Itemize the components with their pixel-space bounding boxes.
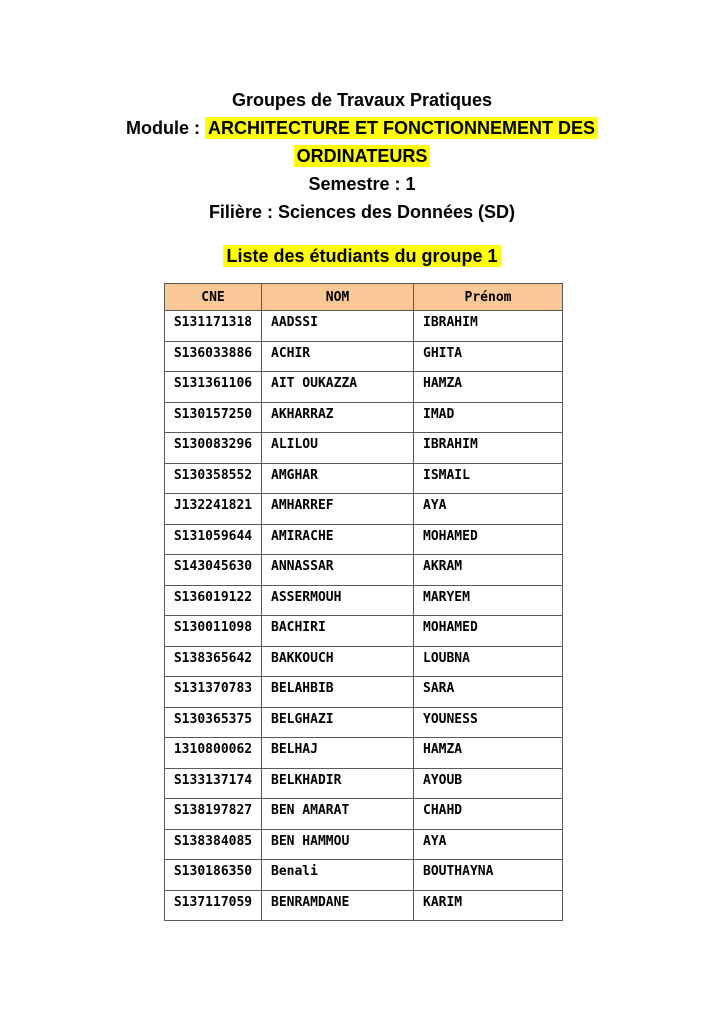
cell-prenom: IMAD — [414, 402, 563, 433]
page-title — [0, 86, 724, 114]
cell-nom: BENRAMDANE — [262, 890, 414, 921]
column-header-prenom: Prénom — [414, 284, 563, 311]
cell-nom: BEN HAMMOU — [262, 829, 414, 860]
semester-line: Semestre : 1 — [308, 174, 416, 194]
cell-nom: AMGHAR — [262, 463, 414, 494]
cell-prenom: IBRAHIM — [414, 311, 563, 342]
cell-prenom: HAMZA — [414, 372, 563, 403]
module-highlight-1: ARCHITECTURE ET FONCTIONNEMENT DES — [205, 117, 598, 139]
table-row — [165, 768, 563, 799]
document-header — [0, 86, 724, 226]
table-row — [165, 341, 563, 372]
cell-prenom: HAMZA — [414, 738, 563, 769]
cell-cne: S131361106 — [165, 372, 262, 403]
table-row — [165, 616, 563, 647]
cell-nom: AKHARRAZ — [262, 402, 414, 433]
cell-prenom: YOUNESS — [414, 707, 563, 738]
table-header-row — [165, 284, 563, 311]
column-header-nom: NOM — [262, 284, 414, 311]
table-row — [165, 494, 563, 525]
cell-nom: BELKHADIR — [262, 768, 414, 799]
column-header-cne: CNE — [165, 284, 262, 311]
table-row — [165, 555, 563, 586]
cell-prenom: ISMAIL — [414, 463, 563, 494]
cell-cne: S130186350 — [165, 860, 262, 891]
cell-cne: 1310800062 — [165, 738, 262, 769]
cell-cne: S133137174 — [165, 768, 262, 799]
cell-prenom: SARA — [414, 677, 563, 708]
cell-nom: ANNASSAR — [262, 555, 414, 586]
cell-cne: S136033886 — [165, 341, 262, 372]
cell-nom: Benali — [262, 860, 414, 891]
module-line-2 — [0, 142, 724, 170]
cell-cne: S137117059 — [165, 890, 262, 921]
cell-nom: AIT OUKAZZA — [262, 372, 414, 403]
cell-cne: S138365642 — [165, 646, 262, 677]
table-row — [165, 646, 563, 677]
cell-nom: AMHARREF — [262, 494, 414, 525]
cell-prenom: AYOUB — [414, 768, 563, 799]
students-table-container — [164, 283, 562, 921]
cell-nom: BELAHBIB — [262, 677, 414, 708]
cell-prenom: BOUTHAYNA — [414, 860, 563, 891]
cell-cne: S130358552 — [165, 463, 262, 494]
cell-prenom: MARYEM — [414, 585, 563, 616]
module-line-1 — [0, 114, 724, 142]
cell-prenom: AYA — [414, 829, 563, 860]
cell-cne: S131171318 — [165, 311, 262, 342]
students-table — [164, 283, 563, 921]
cell-cne: S130365375 — [165, 707, 262, 738]
cell-cne: J132241821 — [165, 494, 262, 525]
cell-prenom: MOHAMED — [414, 524, 563, 555]
cell-cne: S138384085 — [165, 829, 262, 860]
table-row — [165, 372, 563, 403]
module-highlight-2: ORDINATEURS — [294, 145, 431, 167]
cell-prenom: LOUBNA — [414, 646, 563, 677]
cell-cne: S136019122 — [165, 585, 262, 616]
cell-cne: S143045630 — [165, 555, 262, 586]
page-title-text: Groupes de Travaux Pratiques — [231, 90, 493, 110]
cell-cne: S130083296 — [165, 433, 262, 464]
table-row — [165, 677, 563, 708]
cell-nom: BELHAJ — [262, 738, 414, 769]
table-row — [165, 707, 563, 738]
cell-cne: S130011098 — [165, 616, 262, 647]
table-row — [165, 433, 563, 464]
cell-nom: BACHIRI — [262, 616, 414, 647]
cell-prenom: GHITA — [414, 341, 563, 372]
cell-nom: AMIRACHE — [262, 524, 414, 555]
table-row — [165, 585, 563, 616]
cell-cne: S131059644 — [165, 524, 262, 555]
table-row — [165, 311, 563, 342]
cell-prenom: KARIM — [414, 890, 563, 921]
cell-cne: S130157250 — [165, 402, 262, 433]
cell-cne: S138197827 — [165, 799, 262, 830]
cell-nom: ALILOU — [262, 433, 414, 464]
group-list-title-text: Liste des étudiants du groupe 1 — [223, 245, 500, 267]
cell-nom: AADSSI — [262, 311, 414, 342]
cell-prenom: AYA — [414, 494, 563, 525]
table-row — [165, 799, 563, 830]
table-row — [165, 402, 563, 433]
cell-prenom: MOHAMED — [414, 616, 563, 647]
table-row — [165, 463, 563, 494]
table-body — [165, 311, 563, 921]
table-row — [165, 829, 563, 860]
filiere-line: Filière : Sciences des Données (SD) — [208, 202, 516, 222]
table-row — [165, 738, 563, 769]
table-row — [165, 524, 563, 555]
module-prefix: Module : — [126, 118, 205, 138]
cell-nom: BELGHAZI — [262, 707, 414, 738]
cell-prenom: IBRAHIM — [414, 433, 563, 464]
cell-prenom: CHAHD — [414, 799, 563, 830]
cell-nom: ASSERMOUH — [262, 585, 414, 616]
group-list-title — [0, 243, 724, 269]
table-row — [165, 860, 563, 891]
cell-nom: ACHIR — [262, 341, 414, 372]
cell-cne: S131370783 — [165, 677, 262, 708]
cell-nom: BAKKOUCH — [262, 646, 414, 677]
cell-prenom: AKRAM — [414, 555, 563, 586]
cell-nom: BEN AMARAT — [262, 799, 414, 830]
table-row — [165, 890, 563, 921]
